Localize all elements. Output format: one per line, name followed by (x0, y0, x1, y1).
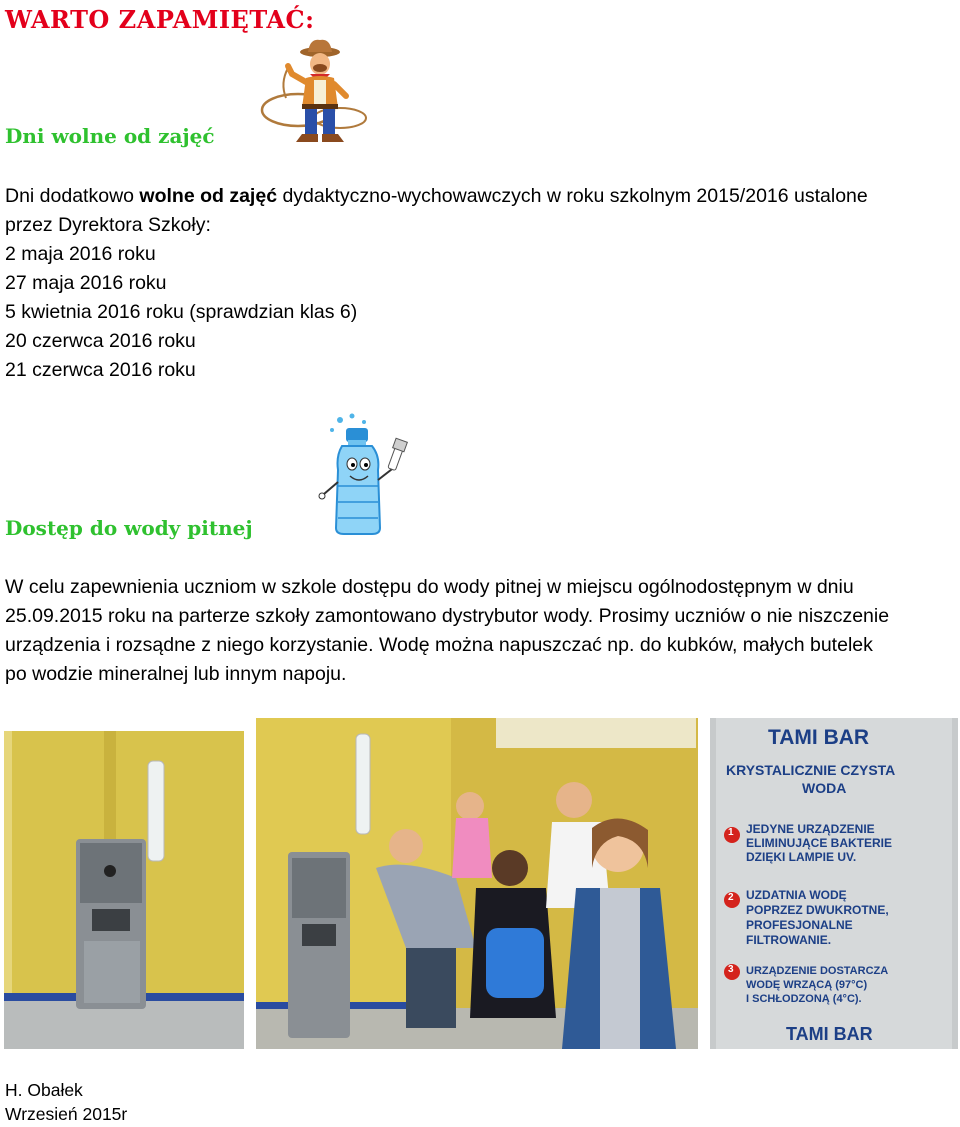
intro-text: Dni dodatkowo (5, 185, 140, 207)
date-item: 2 maja 2016 roku (5, 243, 156, 265)
intro-text: dydaktyczno-wychowawczych w roku szkolnym 2015/2016 ustalone (277, 185, 868, 207)
date-item: 21 czerwca 2016 roku (5, 359, 196, 381)
sign-point-line: ELIMINUJĄCE BAKTERIE (746, 836, 893, 850)
intro-bold-text: wolne od zajęć (139, 185, 278, 207)
sign-point-line: POPRZEZ DWUKROTNE, (746, 903, 889, 917)
sign-point-line: URZĄDZENIE DOSTARCZA (746, 965, 889, 977)
sign-point-line: PROFESJONALNE (746, 918, 853, 932)
sign-point-line: WODĘ WRZĄCĄ (97°C) (746, 979, 868, 991)
days-off-intro-line-2: przez Dyrektora Szkoły: (5, 214, 211, 236)
sign-point-line: FILTROWANIE. (746, 933, 832, 947)
cowboy-clipart-icon (258, 38, 373, 148)
sign-point-number: 2 (728, 892, 734, 903)
sign-subtitle: WODA (802, 780, 847, 796)
date-item: 5 kwietnia 2016 roku (sprawdzian klas 6) (5, 301, 358, 323)
section-heading-water: Dostęp do wody pitnej (5, 516, 253, 540)
photo-children-at-dispenser (256, 718, 698, 1049)
sign-point (746, 822, 892, 864)
sign-brand-bottom: TAMI BAR (786, 1024, 873, 1044)
sign-point-line: DZIĘKI LAMPIE UV. (746, 850, 857, 864)
sign-point-number: 1 (728, 827, 734, 838)
water-line: urządzenia i rozsądne z niego korzystanie. Wodę można napuszczać np. do kubków, małych butelek (5, 634, 873, 656)
water-line: po wodzie mineralnej lub innym napoju. (5, 663, 347, 685)
water-bottle-clipart-icon (312, 410, 420, 540)
photo-water-dispenser (4, 731, 244, 1049)
sign-brand-top: TAMI BAR (768, 726, 870, 749)
sign-point (746, 888, 889, 948)
author-name: H. Obałek (5, 1080, 83, 1100)
date-item: 20 czerwca 2016 roku (5, 330, 196, 352)
days-off-paragraph (5, 182, 868, 385)
footer-signature (5, 1078, 127, 1126)
document-date: Wrzesień 2015r (5, 1104, 128, 1124)
section-heading-days-off: Dni wolne od zajęć (5, 124, 215, 148)
water-line: W celu zapewnienia uczniom w szkole dostępu do wody pitnej w miejscu ogólnodostępnym w dniu (5, 576, 854, 598)
photo-tami-bar-sign (710, 718, 958, 1049)
sign-point (746, 964, 888, 1006)
sign-subtitle: KRYSTALICZNIE CZYSTA (726, 762, 896, 778)
page-title: WARTO ZAPAMIĘTAĆ: (5, 5, 315, 34)
sign-point-line: JEDYNE URZĄDZENIE (746, 822, 875, 836)
sign-point-line: UZDATNIA WODĘ (746, 888, 847, 902)
sign-point-line: I SCHŁODZONĄ (4°C). (746, 993, 862, 1005)
sign-point-number: 3 (728, 964, 734, 975)
water-paragraph (5, 573, 889, 689)
date-item: 27 maja 2016 roku (5, 272, 167, 294)
days-off-intro-line-1 (5, 182, 868, 211)
water-line: 25.09.2015 roku na parterze szkoły zamontowano dystrybutor wody. Prosimy uczniów o nie niszczenie (5, 605, 890, 627)
